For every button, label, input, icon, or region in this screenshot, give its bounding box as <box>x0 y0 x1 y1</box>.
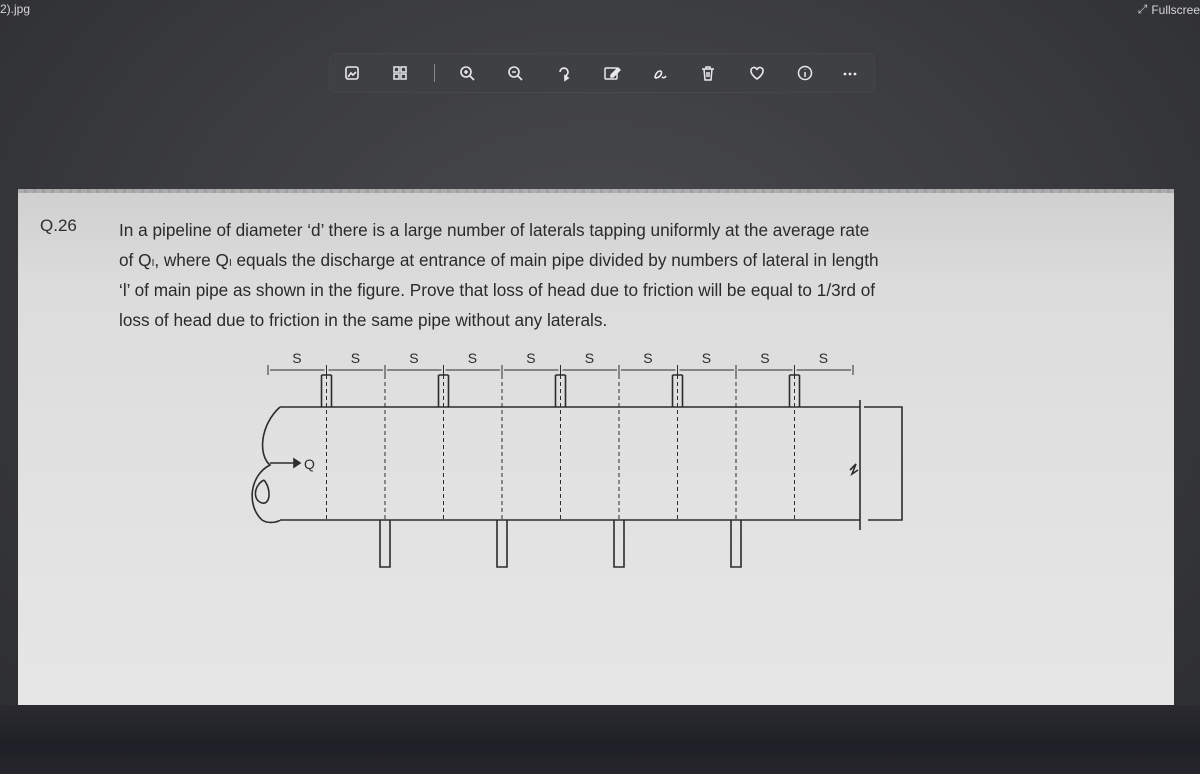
question-line: In a pipeline of diameter ‘d’ there is a large number of laterals tapping uniformly at the average rate <box>119 220 870 240</box>
end-box <box>864 407 902 520</box>
question-line: loss of head due to friction in the same pipe without any laterals. <box>119 310 608 330</box>
spacing-label: S <box>643 350 653 366</box>
spacing-label: S <box>526 350 536 366</box>
spacing-marks <box>268 350 853 567</box>
lateral-pipe-bottom <box>380 520 390 567</box>
toolbar-divider <box>434 64 435 82</box>
markup-icon[interactable] <box>648 61 672 85</box>
delete-icon[interactable] <box>696 61 720 85</box>
spacing-label: S <box>467 350 478 366</box>
pipeline-figure <box>240 345 920 615</box>
spacing-label: S <box>409 350 419 366</box>
spacing-label: S <box>584 350 595 366</box>
break-mark <box>850 464 858 474</box>
question-line: ‘l’ of main pipe as shown in the figure. Prove that loss of head due to friction will be equal to 1/3rd of <box>119 280 876 300</box>
viewer-title-bar <box>0 0 1200 22</box>
question-line: of Qₗ, where Qₗ equals the discharge at entrance of main pipe divided by numbers of lateral in length <box>119 250 879 270</box>
edit-icon[interactable] <box>600 61 624 85</box>
zoom-in-icon[interactable] <box>455 61 479 85</box>
lateral-pipe-bottom <box>731 520 741 567</box>
expand-icon: ⤢ <box>1137 2 1148 16</box>
lateral-pipe-bottom <box>614 520 624 567</box>
question-text <box>119 215 1109 335</box>
info-icon[interactable] <box>793 61 817 85</box>
spacing-label: S <box>292 350 302 366</box>
spacing-label: S <box>701 350 712 366</box>
spacing-label: S <box>818 350 829 366</box>
more-icon[interactable] <box>838 61 862 85</box>
crop-icon[interactable] <box>340 61 364 85</box>
fullscreen-button[interactable] <box>1138 2 1200 17</box>
question-number: Q.26 <box>40 216 77 235</box>
flow-arrow-head <box>294 459 300 467</box>
zoom-out-icon[interactable] <box>503 61 527 85</box>
spacing-label: S <box>760 350 770 366</box>
photo-toolbar <box>330 54 874 92</box>
file-name: 2).jpg <box>0 2 31 16</box>
pipe-inlet-loop <box>255 480 269 503</box>
pipeline-diagram <box>240 345 920 615</box>
pipe-inlet-curve <box>252 407 280 522</box>
flow-label: Q <box>304 456 315 472</box>
spacing-label: S <box>350 350 361 366</box>
lateral-pipe-bottom <box>497 520 507 567</box>
fullscreen-label: Fullscree <box>1151 2 1200 17</box>
thumbnails-icon[interactable] <box>388 61 412 85</box>
desk-background <box>0 705 1200 774</box>
rotate-icon[interactable] <box>552 61 576 85</box>
favorite-icon[interactable] <box>745 61 769 85</box>
